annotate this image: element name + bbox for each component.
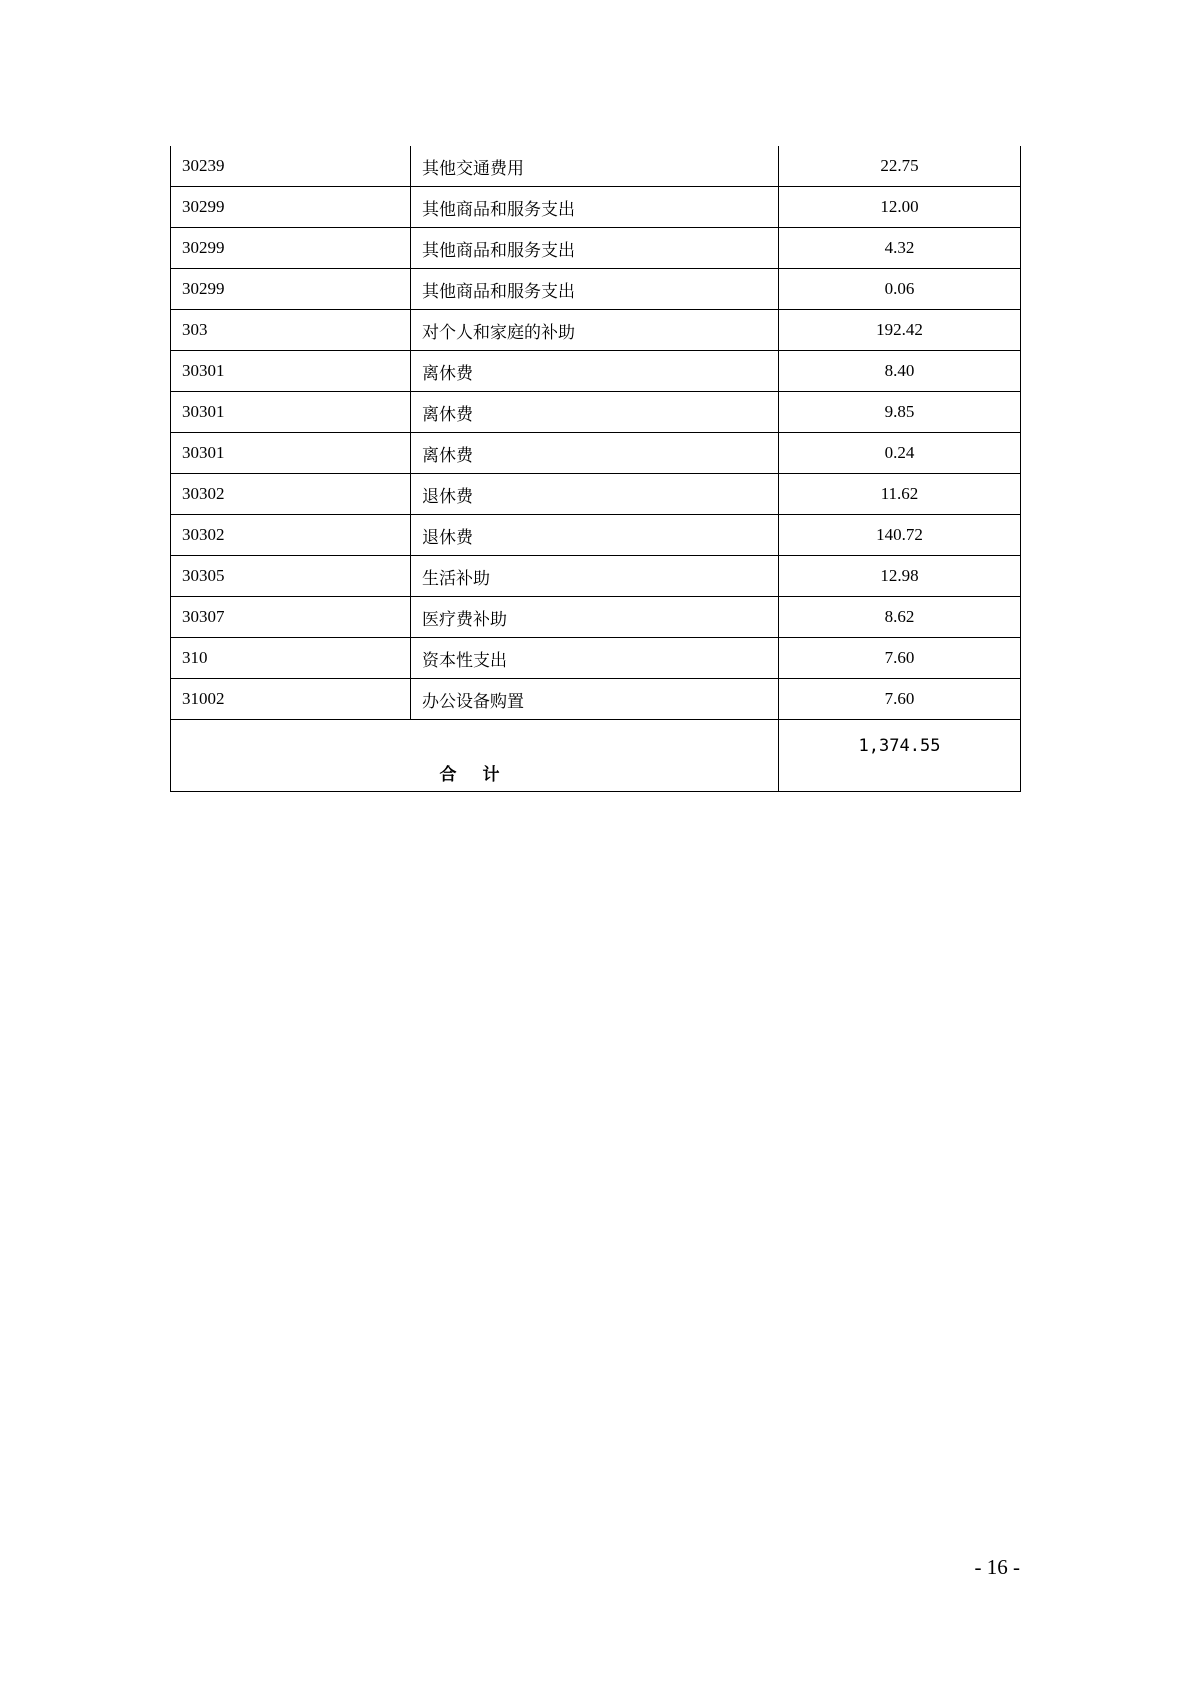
account-code-cell: 31002: [171, 679, 411, 720]
account-code-cell: 30305: [171, 556, 411, 597]
total-label: 合 计: [171, 720, 779, 792]
table-row: [171, 679, 1021, 720]
account-name-cell: 退休费: [411, 515, 779, 556]
account-code-cell: 30301: [171, 351, 411, 392]
account-name-cell: 其他交通费用: [411, 146, 779, 187]
amount-cell: 0.24: [779, 433, 1021, 474]
table-row: [171, 433, 1021, 474]
account-name-cell: 生活补助: [411, 556, 779, 597]
account-name-cell: 对个人和家庭的补助: [411, 310, 779, 351]
total-row: [171, 720, 1021, 792]
page-number: - 16 -: [974, 1555, 1020, 1579]
table-row: [171, 269, 1021, 310]
amount-cell: 9.85: [779, 392, 1021, 433]
amount-cell: 22.75: [779, 146, 1021, 187]
account-code-cell: 303: [171, 310, 411, 351]
amount-cell: 12.98: [779, 556, 1021, 597]
account-name-cell: 其他商品和服务支出: [411, 228, 779, 269]
account-name-cell: 资本性支出: [411, 638, 779, 679]
account-code-cell: 30239: [171, 146, 411, 187]
amount-cell: 7.60: [779, 638, 1021, 679]
amount-cell: 8.40: [779, 351, 1021, 392]
account-name-cell: 退休费: [411, 474, 779, 515]
amount-cell: 11.62: [779, 474, 1021, 515]
amount-cell: 7.60: [779, 679, 1021, 720]
account-code-cell: 30302: [171, 474, 411, 515]
account-code-cell: 30299: [171, 187, 411, 228]
account-name-cell: 其他商品和服务支出: [411, 187, 779, 228]
account-code-cell: 310: [171, 638, 411, 679]
table-row: [171, 310, 1021, 351]
amount-cell: 4.32: [779, 228, 1021, 269]
amount-cell: 8.62: [779, 597, 1021, 638]
expenditure-table: [170, 146, 1021, 792]
amount-cell: 0.06: [779, 269, 1021, 310]
account-code-cell: 30301: [171, 433, 411, 474]
account-code-cell: 30302: [171, 515, 411, 556]
account-name-cell: 离休费: [411, 351, 779, 392]
table-row: [171, 392, 1021, 433]
table-row: [171, 351, 1021, 392]
account-code-cell: 30299: [171, 228, 411, 269]
total-amount: 1,374.55: [779, 720, 1021, 792]
account-code-cell: 30307: [171, 597, 411, 638]
table-row: [171, 638, 1021, 679]
amount-cell: 192.42: [779, 310, 1021, 351]
table-row: [171, 474, 1021, 515]
account-name-cell: 其他商品和服务支出: [411, 269, 779, 310]
account-code-cell: 30301: [171, 392, 411, 433]
table-row: [171, 556, 1021, 597]
account-code-cell: 30299: [171, 269, 411, 310]
account-name-cell: 离休费: [411, 433, 779, 474]
table-row: [171, 515, 1021, 556]
table-body: [171, 146, 1021, 792]
account-name-cell: 医疗费补助: [411, 597, 779, 638]
account-name-cell: 离休费: [411, 392, 779, 433]
table-row: [171, 146, 1021, 187]
table-row: [171, 187, 1021, 228]
account-name-cell: 办公设备购置: [411, 679, 779, 720]
table-row: [171, 597, 1021, 638]
table-row: [171, 228, 1021, 269]
amount-cell: 140.72: [779, 515, 1021, 556]
amount-cell: 12.00: [779, 187, 1021, 228]
